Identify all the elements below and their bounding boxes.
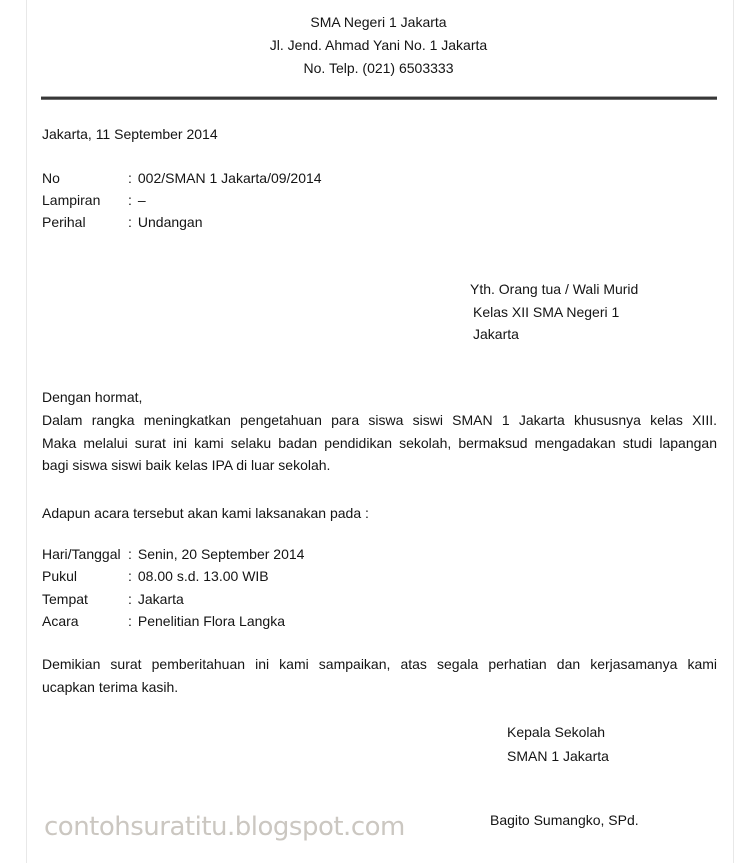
recipient-line: Jakarta [473, 326, 519, 342]
schedule-label: Tempat [42, 590, 88, 607]
meta-separator: : [128, 170, 132, 186]
schedule-value: 08.00 s.d. 13.00 WIB [137, 568, 269, 585]
meta-separator: : [128, 214, 132, 230]
paragraph-line: Dalam rangka meningkatkan pengetahuan para siswa siswi SMAN 1 Jakarta khususnya kelas XIII. [42, 412, 717, 428]
meta-label: No [42, 170, 60, 186]
signature-school: SMAN 1 Jakarta [507, 748, 609, 764]
schedule-row-date [42, 543, 304, 565]
page-edge-right [733, 0, 734, 863]
schedule-value: Senin, 20 September 2014 [137, 546, 305, 562]
meta-value: – [137, 192, 146, 208]
letterhead-phone: No. Telp. (021) 6503333 [303, 60, 454, 76]
recipient-block [470, 278, 638, 346]
schedule-separator: : [128, 546, 132, 562]
event-schedule-block [42, 543, 304, 633]
schedule-separator: : [128, 613, 132, 630]
paragraph-line: Demikian surat pemberitahuan ini kami sampaikan, atas segala perhatian dan kerjasamanya kami [42, 656, 717, 672]
schedule-label: Pukul [42, 568, 78, 585]
dateline: Jakarta, 11 September 2014 [42, 126, 218, 142]
paragraph-line: ucapkan terima kasih. [42, 678, 179, 695]
watermark-text: contohsuratitu.blogspot.com [44, 812, 405, 842]
recipient-line: Yth. Orang tua / Wali Murid [470, 281, 639, 297]
meta-row-attachment [42, 189, 322, 211]
salutation: Dengan hormat, [42, 389, 143, 405]
schedule-label: Acara [42, 613, 79, 630]
schedule-separator: : [128, 568, 132, 585]
schedule-value: Penelitian Flora Langka [137, 613, 285, 630]
body-paragraph-1 [42, 409, 717, 477]
signature-title-block [507, 720, 609, 768]
letterhead [41, 11, 716, 80]
recipient-line: Kelas XII SMA Negeri 1 [473, 303, 620, 320]
meta-separator: : [128, 192, 132, 208]
letterhead-school-name: SMA Negeri 1 Jakarta [310, 14, 447, 30]
page-edge-left [26, 0, 27, 863]
letterhead-divider-rule [41, 96, 717, 100]
meta-label: Lampiran [42, 192, 101, 208]
meta-value: Undangan [137, 214, 203, 230]
schedule-row-agenda [42, 610, 304, 632]
schedule-row-place [42, 588, 304, 610]
paragraph-line: bagi siswa siswi baik kelas IPA di luar sekolah. [42, 457, 331, 473]
signature-name: Bagito Sumangko, SPd. [490, 812, 639, 828]
closing-paragraph [42, 653, 717, 698]
schedule-intro: Adapun acara tersebut akan kami laksanakan pada : [42, 505, 369, 521]
schedule-value: Jakarta [137, 590, 184, 607]
paragraph-line: Maka melalui surat ini kami selaku badan pendidikan sekolah, bermaksud mengadakan studi lapangan [42, 434, 717, 451]
schedule-row-time [42, 565, 304, 587]
schedule-label: Hari/Tanggal [42, 546, 121, 562]
meta-label: Perihal [42, 214, 86, 230]
meta-value: 002/SMAN 1 Jakarta/09/2014 [137, 170, 322, 186]
letterhead-address: Jl. Jend. Ahmad Yani No. 1 Jakarta [269, 37, 488, 53]
meta-row-number [42, 167, 322, 189]
signature-role: Kepala Sekolah [507, 724, 606, 740]
letter-meta-block [42, 167, 322, 233]
meta-row-subject [42, 211, 322, 233]
schedule-separator: : [128, 590, 132, 607]
